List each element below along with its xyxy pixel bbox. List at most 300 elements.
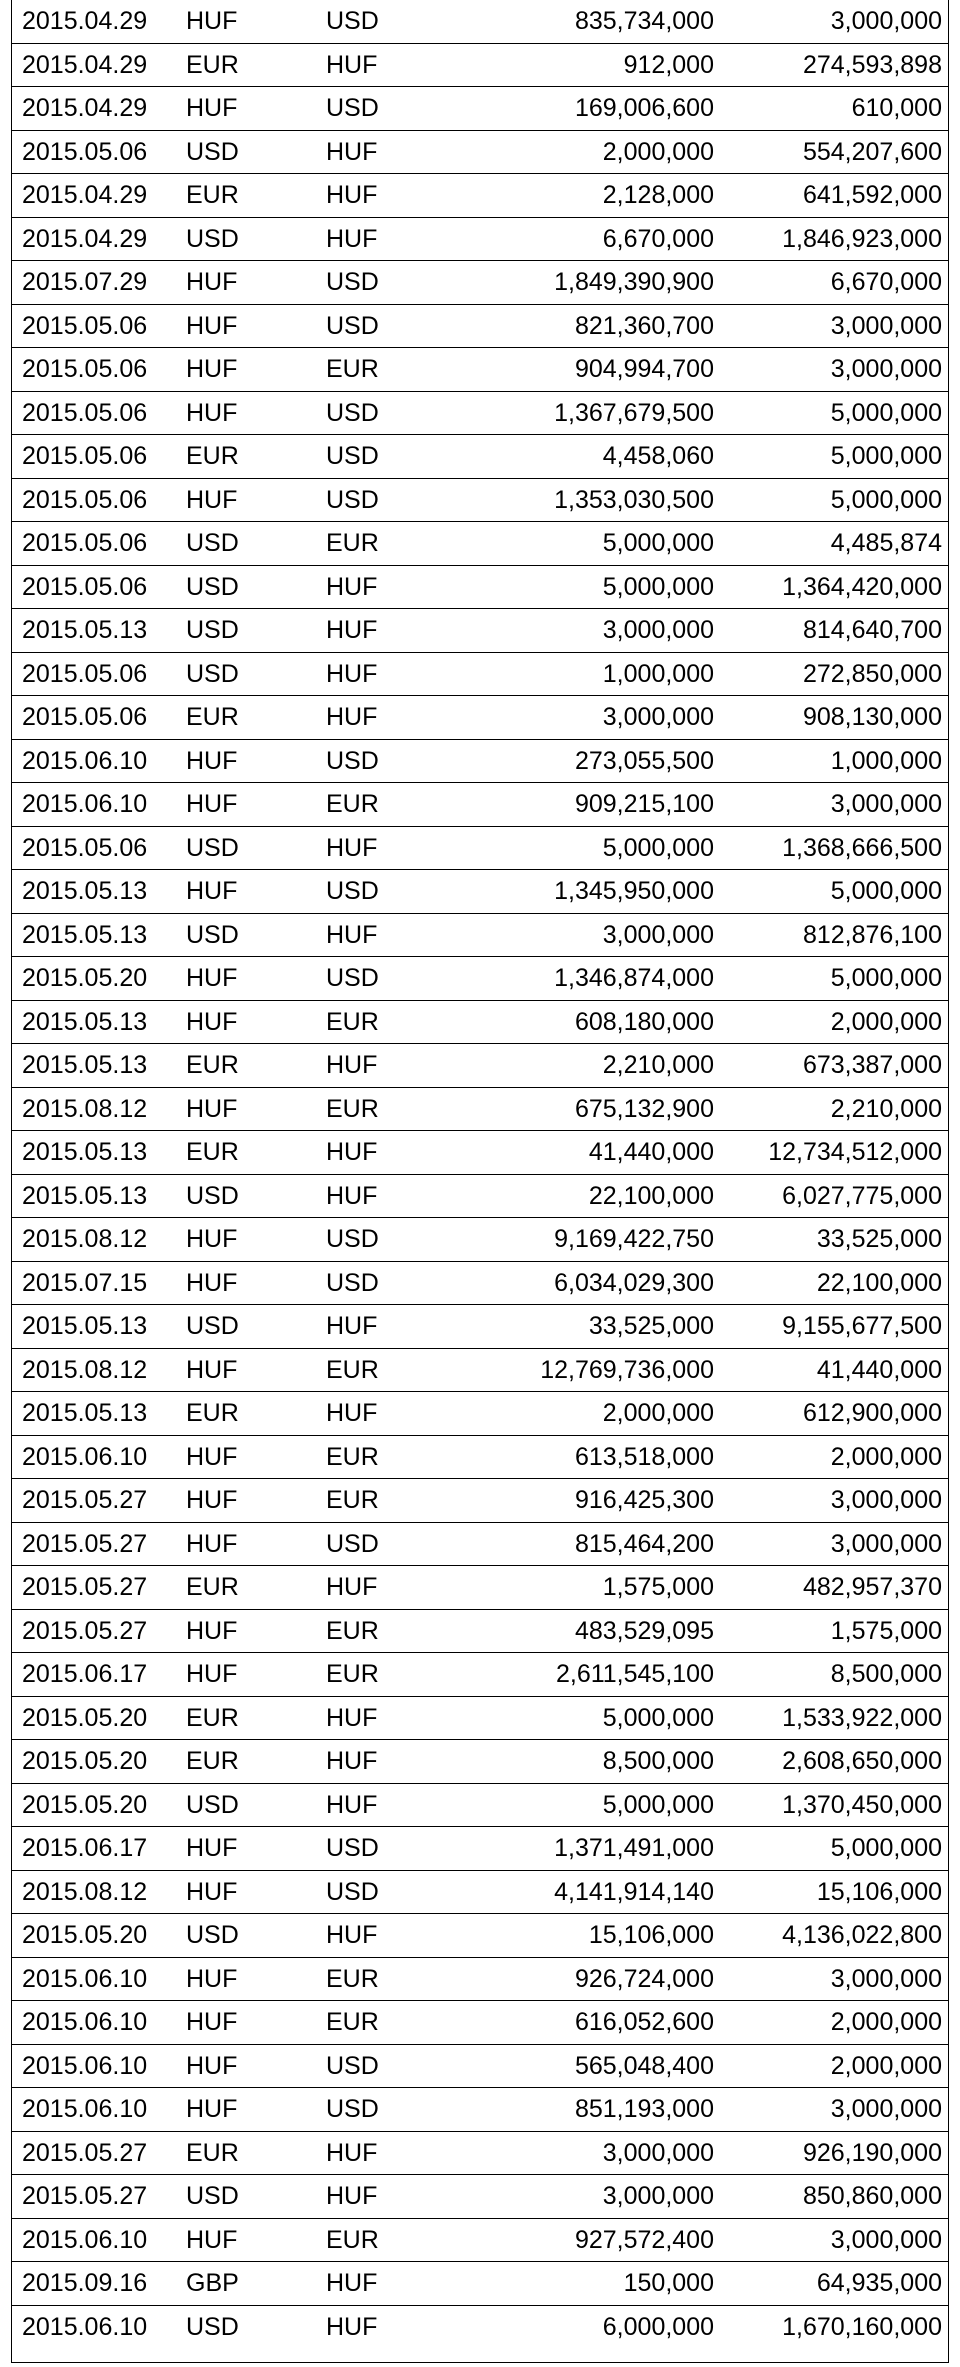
- amount-from-cell: 5,000,000: [476, 826, 722, 870]
- amount-from-cell: 2,128,000: [476, 174, 722, 218]
- amount-to-cell: 3,000,000: [722, 1522, 949, 1566]
- date-cell: 2015.05.13: [12, 870, 182, 914]
- currency-from-cell: EUR: [182, 1131, 322, 1175]
- currency-from-cell: EUR: [182, 2131, 322, 2175]
- amount-to-cell: 3,000,000: [722, 783, 949, 827]
- currency-from-cell: HUF: [182, 1870, 322, 1914]
- table-row: [12, 2262, 949, 2306]
- currency-to-cell: USD: [322, 1261, 476, 1305]
- date-cell: 2015.05.20: [12, 1783, 182, 1827]
- table-row: [12, 1827, 949, 1871]
- currency-to-cell: EUR: [322, 522, 476, 566]
- amount-to-cell: 8,500,000: [722, 1653, 949, 1697]
- amount-to-cell: 4,136,022,800: [722, 1914, 949, 1958]
- amount-to-cell: 3,000,000: [722, 2088, 949, 2132]
- amount-from-cell: 927,572,400: [476, 2218, 722, 2262]
- table-row: [12, 2088, 949, 2132]
- currency-to-cell: USD: [322, 1827, 476, 1871]
- amount-to-cell: 64,935,000: [722, 2262, 949, 2306]
- currency-from-cell: HUF: [182, 1522, 322, 1566]
- date-cell: 2015.05.13: [12, 1392, 182, 1436]
- currency-from-cell: HUF: [182, 2044, 322, 2088]
- table-row: [12, 1783, 949, 1827]
- currency-to-cell: USD: [322, 0, 476, 43]
- amount-from-cell: 1,575,000: [476, 1566, 722, 1610]
- date-cell: 2015.05.06: [12, 696, 182, 740]
- currency-from-cell: USD: [182, 609, 322, 653]
- amount-from-cell: 916,425,300: [476, 1479, 722, 1523]
- currency-from-cell: HUF: [182, 1957, 322, 2001]
- table-row: [12, 1566, 949, 1610]
- amount-to-cell: 3,000,000: [722, 304, 949, 348]
- table-row: [12, 1261, 949, 1305]
- currency-to-cell: USD: [322, 304, 476, 348]
- date-cell: 2015.08.12: [12, 1870, 182, 1914]
- currency-to-cell: HUF: [322, 1044, 476, 1088]
- amount-to-cell: 272,850,000: [722, 652, 949, 696]
- amount-to-cell: 4,485,874: [722, 522, 949, 566]
- currency-to-cell: HUF: [322, 696, 476, 740]
- table-row: [12, 478, 949, 522]
- currency-to-cell: HUF: [326, 2312, 378, 2341]
- currency-from-cell: HUF: [182, 739, 322, 783]
- date-cell: 2015.06.10: [12, 783, 182, 827]
- table-row: [12, 435, 949, 479]
- amount-to-cell: 814,640,700: [722, 609, 949, 653]
- amount-from-cell: 1,371,491,000: [476, 1827, 722, 1871]
- date-cell: 2015.06.10: [12, 1957, 182, 2001]
- amount-to-cell: 5,000,000: [722, 478, 949, 522]
- date-cell: 2015.05.13: [12, 1131, 182, 1175]
- currency-from-cell: HUF: [182, 1000, 322, 1044]
- table-row: [12, 913, 949, 957]
- currency-from-cell: HUF: [182, 478, 322, 522]
- currency-to-cell: EUR: [322, 1653, 476, 1697]
- amount-to-cell: 22,100,000: [722, 1261, 949, 1305]
- amount-from-cell: 608,180,000: [476, 1000, 722, 1044]
- currency-from-cell: EUR: [182, 1740, 322, 1784]
- amount-to-cell: 2,000,000: [722, 2044, 949, 2088]
- currency-to-cell: HUF: [322, 1783, 476, 1827]
- date-cell: 2015.05.27: [12, 1566, 182, 1610]
- table-row: [12, 609, 949, 653]
- currency-to-cell: HUF: [322, 130, 476, 174]
- currency-from-cell: HUF: [182, 1435, 322, 1479]
- date-cell: 2015.06.10: [12, 2001, 182, 2045]
- table-row: [12, 2305, 949, 2348]
- currency-from-cell: HUF: [182, 870, 322, 914]
- amount-from-cell: 3,000,000: [476, 913, 722, 957]
- currency-to-cell: HUF: [322, 174, 476, 218]
- amount-from-cell: 6,670,000: [476, 217, 722, 261]
- amount-from-cell: 483,529,095: [476, 1609, 722, 1653]
- date-cell: 2015.05.06: [12, 435, 182, 479]
- table-row: [12, 0, 949, 43]
- date-cell: 2015.05.27: [12, 1479, 182, 1523]
- amount-to-cell: 612,900,000: [722, 1392, 949, 1436]
- table-row: [12, 783, 949, 827]
- date-cell: 2015.06.17: [12, 1827, 182, 1871]
- table-row: [12, 87, 949, 131]
- currency-from-cell: EUR: [182, 174, 322, 218]
- table-row: [12, 174, 949, 218]
- date-cell: 2015.08.12: [12, 1348, 182, 1392]
- date-cell: 2015.06.10: [12, 2044, 182, 2088]
- date-cell: 2015.05.13: [12, 1305, 182, 1349]
- amount-from-cell: 1,346,874,000: [476, 957, 722, 1001]
- amount-from-cell: 5,000,000: [476, 565, 722, 609]
- date-cell: 2015.05.06: [12, 652, 182, 696]
- date-cell: 2015.07.15: [12, 1261, 182, 1305]
- currency-from-cell: HUF: [182, 348, 322, 392]
- currency-to-cell: HUF: [322, 2175, 476, 2219]
- date-cell: 2015.05.06: [12, 391, 182, 435]
- currency-from-cell: USD: [182, 1783, 322, 1827]
- table-row: [12, 1609, 949, 1653]
- currency-from-cell: HUF: [182, 1087, 322, 1131]
- date-cell: 2015.06.10: [12, 739, 182, 783]
- date-cell: 2015.05.27: [12, 2131, 182, 2175]
- currency-to-cell: HUF: [322, 652, 476, 696]
- currency-from-cell: HUF: [182, 1348, 322, 1392]
- amount-from-cell: 5,000,000: [476, 1783, 722, 1827]
- amount-from-cell: 41,440,000: [476, 1131, 722, 1175]
- currency-from-cell: USD: [182, 1914, 322, 1958]
- table-row: [12, 2218, 949, 2262]
- amount-to-cell: 673,387,000: [722, 1044, 949, 1088]
- currency-from-cell: EUR: [182, 1392, 322, 1436]
- currency-from-cell: HUF: [182, 261, 322, 305]
- currency-from-cell: HUF: [182, 1261, 322, 1305]
- amount-from-cell: 5,000,000: [476, 1696, 722, 1740]
- amount-to-cell: 5,000,000: [722, 957, 949, 1001]
- table-row: [12, 565, 949, 609]
- currency-from-cell: HUF: [182, 1609, 322, 1653]
- table-row: [12, 2131, 949, 2175]
- amount-from-cell: 273,055,500: [476, 739, 722, 783]
- date-cell: 2015.08.12: [12, 1218, 182, 1262]
- currency-from-cell: USD: [182, 217, 322, 261]
- table-row: [12, 391, 949, 435]
- amount-to-cell: 812,876,100: [722, 913, 949, 957]
- amount-to-cell: 2,000,000: [722, 1000, 949, 1044]
- table-row: [12, 870, 949, 914]
- currency-to-cell: HUF: [322, 1305, 476, 1349]
- currency-to-cell: HUF: [322, 1696, 476, 1740]
- currency-from-cell: HUF: [182, 0, 322, 43]
- amount-from-cell: 3,000,000: [476, 2131, 722, 2175]
- currency-from-cell: HUF: [182, 1479, 322, 1523]
- date-cell: 2015.06.10: [22, 2312, 148, 2341]
- amount-to-cell: 5,000,000: [722, 435, 949, 479]
- table-row: [12, 348, 949, 392]
- table-row: [12, 1914, 949, 1958]
- date-cell: 2015.05.20: [12, 1696, 182, 1740]
- date-cell: 2015.05.20: [12, 957, 182, 1001]
- date-cell: 2015.05.13: [12, 609, 182, 653]
- currency-from-cell: USD: [182, 130, 322, 174]
- date-cell: 2015.05.06: [12, 826, 182, 870]
- table-row: [12, 957, 949, 1001]
- amount-from-cell: 616,052,600: [476, 2001, 722, 2045]
- currency-to-cell: EUR: [322, 348, 476, 392]
- table-row: [12, 522, 949, 566]
- amount-from-cell: 1,345,950,000: [476, 870, 722, 914]
- currency-to-cell: EUR: [322, 1348, 476, 1392]
- amount-from-cell: 1,367,679,500: [476, 391, 722, 435]
- currency-from-cell: USD: [182, 1174, 322, 1218]
- date-cell: 2015.05.06: [12, 522, 182, 566]
- table-row: [12, 1696, 949, 1740]
- currency-from-cell: USD: [186, 2312, 239, 2341]
- currency-from-cell: HUF: [182, 2218, 322, 2262]
- amount-to-cell: 850,860,000: [722, 2175, 949, 2219]
- currency-to-cell: EUR: [322, 1000, 476, 1044]
- currency-from-cell: HUF: [182, 1218, 322, 1262]
- currency-to-cell: HUF: [322, 1392, 476, 1436]
- table-row: [12, 652, 949, 696]
- amount-from-cell: 4,458,060: [476, 435, 722, 479]
- amount-to-cell: 641,592,000: [722, 174, 949, 218]
- currency-from-cell: EUR: [182, 435, 322, 479]
- amount-to-cell: 2,000,000: [722, 2001, 949, 2045]
- date-cell: 2015.06.10: [12, 1435, 182, 1479]
- spreadsheet-table: [11, 0, 949, 2363]
- table-row: [12, 2175, 949, 2219]
- amount-to-cell: 482,957,370: [722, 1566, 949, 1610]
- amount-from-cell: 912,000: [476, 43, 722, 87]
- table-row: [12, 1087, 949, 1131]
- date-cell: 2015.07.29: [12, 261, 182, 305]
- table-row: [12, 261, 949, 305]
- amount-to-cell: 5,000,000: [722, 1827, 949, 1871]
- table-row: [12, 2044, 949, 2088]
- currency-to-cell: HUF: [322, 1914, 476, 1958]
- amount-from-cell: 2,611,545,100: [476, 1653, 722, 1697]
- amount-from-cell: 2,210,000: [476, 1044, 722, 1088]
- currency-from-cell: HUF: [182, 2001, 322, 2045]
- currency-from-cell: HUF: [182, 304, 322, 348]
- currency-to-cell: USD: [322, 957, 476, 1001]
- currency-to-cell: EUR: [322, 783, 476, 827]
- amount-from-cell: 5,000,000: [476, 522, 722, 566]
- currency-to-cell: EUR: [322, 2218, 476, 2262]
- amount-from-cell: 2,000,000: [476, 130, 722, 174]
- table-row: [12, 1522, 949, 1566]
- currency-to-cell: USD: [322, 391, 476, 435]
- amount-from-cell: 909,215,100: [476, 783, 722, 827]
- amount-from-cell: 613,518,000: [476, 1435, 722, 1479]
- currency-to-cell: USD: [322, 435, 476, 479]
- amount-from-cell: 1,000,000: [476, 652, 722, 696]
- table-row: [12, 826, 949, 870]
- amount-to-cell: 1,000,000: [722, 739, 949, 783]
- currency-to-cell: USD: [322, 1870, 476, 1914]
- amount-from-cell: 926,724,000: [476, 1957, 722, 2001]
- currency-to-cell: USD: [322, 739, 476, 783]
- amount-to-cell: 5,000,000: [722, 391, 949, 435]
- amount-to-cell: 1,370,450,000: [722, 1783, 949, 1827]
- date-cell: 2015.04.29: [12, 0, 182, 43]
- amount-to-cell: 5,000,000: [722, 870, 949, 914]
- amount-from-cell: 8,500,000: [476, 1740, 722, 1784]
- currency-to-cell: HUF: [322, 43, 476, 87]
- amount-to-cell: 1,670,160,000: [782, 2312, 942, 2341]
- currency-from-cell: HUF: [182, 957, 322, 1001]
- table-row: [12, 1957, 949, 2001]
- amount-from-cell: 169,006,600: [476, 87, 722, 131]
- amount-to-cell: 2,000,000: [722, 1435, 949, 1479]
- amount-from-cell: 815,464,200: [476, 1522, 722, 1566]
- amount-from-cell: 3,000,000: [476, 609, 722, 653]
- currency-to-cell: USD: [322, 87, 476, 131]
- table-row: [12, 1740, 949, 1784]
- table-row: [12, 1000, 949, 1044]
- currency-to-cell: HUF: [322, 2262, 476, 2306]
- amount-to-cell: 3,000,000: [722, 1957, 949, 2001]
- currency-to-cell: EUR: [322, 1087, 476, 1131]
- amount-to-cell: 33,525,000: [722, 1218, 949, 1262]
- currency-to-cell: HUF: [322, 609, 476, 653]
- currency-from-cell: EUR: [182, 1566, 322, 1610]
- table-row: [12, 1044, 949, 1088]
- currency-to-cell: USD: [322, 261, 476, 305]
- currency-from-cell: USD: [182, 913, 322, 957]
- table-row: [12, 1479, 949, 1523]
- amount-to-cell: 6,027,775,000: [722, 1174, 949, 1218]
- currency-to-cell: HUF: [322, 913, 476, 957]
- table-row: [12, 1174, 949, 1218]
- table-row: [12, 130, 949, 174]
- amount-to-cell: 2,608,650,000: [722, 1740, 949, 1784]
- currency-to-cell: HUF: [322, 1174, 476, 1218]
- currency-from-cell: HUF: [182, 1827, 322, 1871]
- date-cell: 2015.05.13: [12, 1044, 182, 1088]
- table-row: [12, 1653, 949, 1697]
- transactions-table: [12, 0, 949, 2348]
- date-cell: 2015.05.06: [12, 478, 182, 522]
- currency-from-cell: HUF: [182, 391, 322, 435]
- amount-to-cell: 3,000,000: [722, 0, 949, 43]
- currency-to-cell: USD: [322, 478, 476, 522]
- amount-from-cell: 150,000: [476, 2262, 722, 2306]
- amount-from-cell: 3,000,000: [476, 2175, 722, 2219]
- currency-to-cell: EUR: [322, 1479, 476, 1523]
- amount-to-cell: 610,000: [722, 87, 949, 131]
- amount-from-cell: 12,769,736,000: [476, 1348, 722, 1392]
- table-row: [12, 1870, 949, 1914]
- amount-from-cell: 2,000,000: [476, 1392, 722, 1436]
- table-row: [12, 1435, 949, 1479]
- currency-from-cell: HUF: [182, 87, 322, 131]
- date-cell: 2015.05.27: [12, 2175, 182, 2219]
- date-cell: 2015.05.06: [12, 130, 182, 174]
- currency-from-cell: EUR: [182, 43, 322, 87]
- date-cell: 2015.05.06: [12, 304, 182, 348]
- table-row: [12, 739, 949, 783]
- amount-from-cell: 675,132,900: [476, 1087, 722, 1131]
- currency-to-cell: EUR: [322, 1435, 476, 1479]
- amount-to-cell: 15,106,000: [722, 1870, 949, 1914]
- date-cell: 2015.05.06: [12, 348, 182, 392]
- currency-to-cell: USD: [322, 1218, 476, 1262]
- amount-from-cell: 565,048,400: [476, 2044, 722, 2088]
- currency-to-cell: EUR: [322, 1609, 476, 1653]
- currency-from-cell: EUR: [182, 1696, 322, 1740]
- currency-to-cell: HUF: [322, 565, 476, 609]
- amount-from-cell: 6,000,000: [602, 2312, 714, 2341]
- amount-to-cell: 6,670,000: [722, 261, 949, 305]
- date-cell: 2015.05.27: [12, 1522, 182, 1566]
- date-cell: 2015.09.16: [12, 2262, 182, 2306]
- amount-to-cell: 2,210,000: [722, 1087, 949, 1131]
- table-row: [12, 696, 949, 740]
- currency-to-cell: EUR: [322, 2001, 476, 2045]
- date-cell: 2015.08.12: [12, 1087, 182, 1131]
- table-row: [12, 2001, 949, 2045]
- currency-to-cell: USD: [322, 870, 476, 914]
- currency-from-cell: HUF: [182, 1653, 322, 1697]
- currency-from-cell: HUF: [182, 783, 322, 827]
- currency-from-cell: USD: [182, 565, 322, 609]
- date-cell: 2015.05.13: [12, 1000, 182, 1044]
- currency-from-cell: USD: [182, 1305, 322, 1349]
- currency-to-cell: EUR: [322, 1957, 476, 2001]
- table-body: [12, 0, 949, 2348]
- table-row: [12, 304, 949, 348]
- date-cell: 2015.04.29: [12, 87, 182, 131]
- table-row: [12, 1305, 949, 1349]
- amount-to-cell: 1,533,922,000: [722, 1696, 949, 1740]
- amount-from-cell: 6,034,029,300: [476, 1261, 722, 1305]
- amount-to-cell: 3,000,000: [722, 1479, 949, 1523]
- amount-to-cell: 1,846,923,000: [722, 217, 949, 261]
- currency-to-cell: HUF: [322, 1131, 476, 1175]
- currency-from-cell: USD: [182, 826, 322, 870]
- table-row: [12, 1131, 949, 1175]
- currency-from-cell: USD: [182, 522, 322, 566]
- date-cell: 2015.04.29: [12, 174, 182, 218]
- amount-from-cell: 33,525,000: [476, 1305, 722, 1349]
- amount-to-cell: 41,440,000: [722, 1348, 949, 1392]
- currency-to-cell: USD: [322, 2044, 476, 2088]
- date-cell: 2015.06.10: [12, 2088, 182, 2132]
- currency-from-cell: GBP: [182, 2262, 322, 2306]
- date-cell: 2015.06.10: [12, 2218, 182, 2262]
- amount-from-cell: 835,734,000: [476, 0, 722, 43]
- amount-from-cell: 3,000,000: [476, 696, 722, 740]
- amount-from-cell: 9,169,422,750: [476, 1218, 722, 1262]
- amount-to-cell: 9,155,677,500: [722, 1305, 949, 1349]
- amount-to-cell: 1,368,666,500: [722, 826, 949, 870]
- date-cell: 2015.05.13: [12, 913, 182, 957]
- amount-from-cell: 904,994,700: [476, 348, 722, 392]
- date-cell: 2015.04.29: [12, 217, 182, 261]
- amount-from-cell: 22,100,000: [476, 1174, 722, 1218]
- amount-to-cell: 908,130,000: [722, 696, 949, 740]
- amount-to-cell: 926,190,000: [722, 2131, 949, 2175]
- currency-from-cell: HUF: [182, 2088, 322, 2132]
- amount-to-cell: 3,000,000: [722, 348, 949, 392]
- amount-from-cell: 1,849,390,900: [476, 261, 722, 305]
- table-row: [12, 217, 949, 261]
- currency-from-cell: EUR: [182, 696, 322, 740]
- currency-from-cell: USD: [182, 652, 322, 696]
- amount-from-cell: 4,141,914,140: [476, 1870, 722, 1914]
- date-cell: 2015.04.29: [12, 43, 182, 87]
- currency-to-cell: USD: [322, 2088, 476, 2132]
- amount-to-cell: 554,207,600: [722, 130, 949, 174]
